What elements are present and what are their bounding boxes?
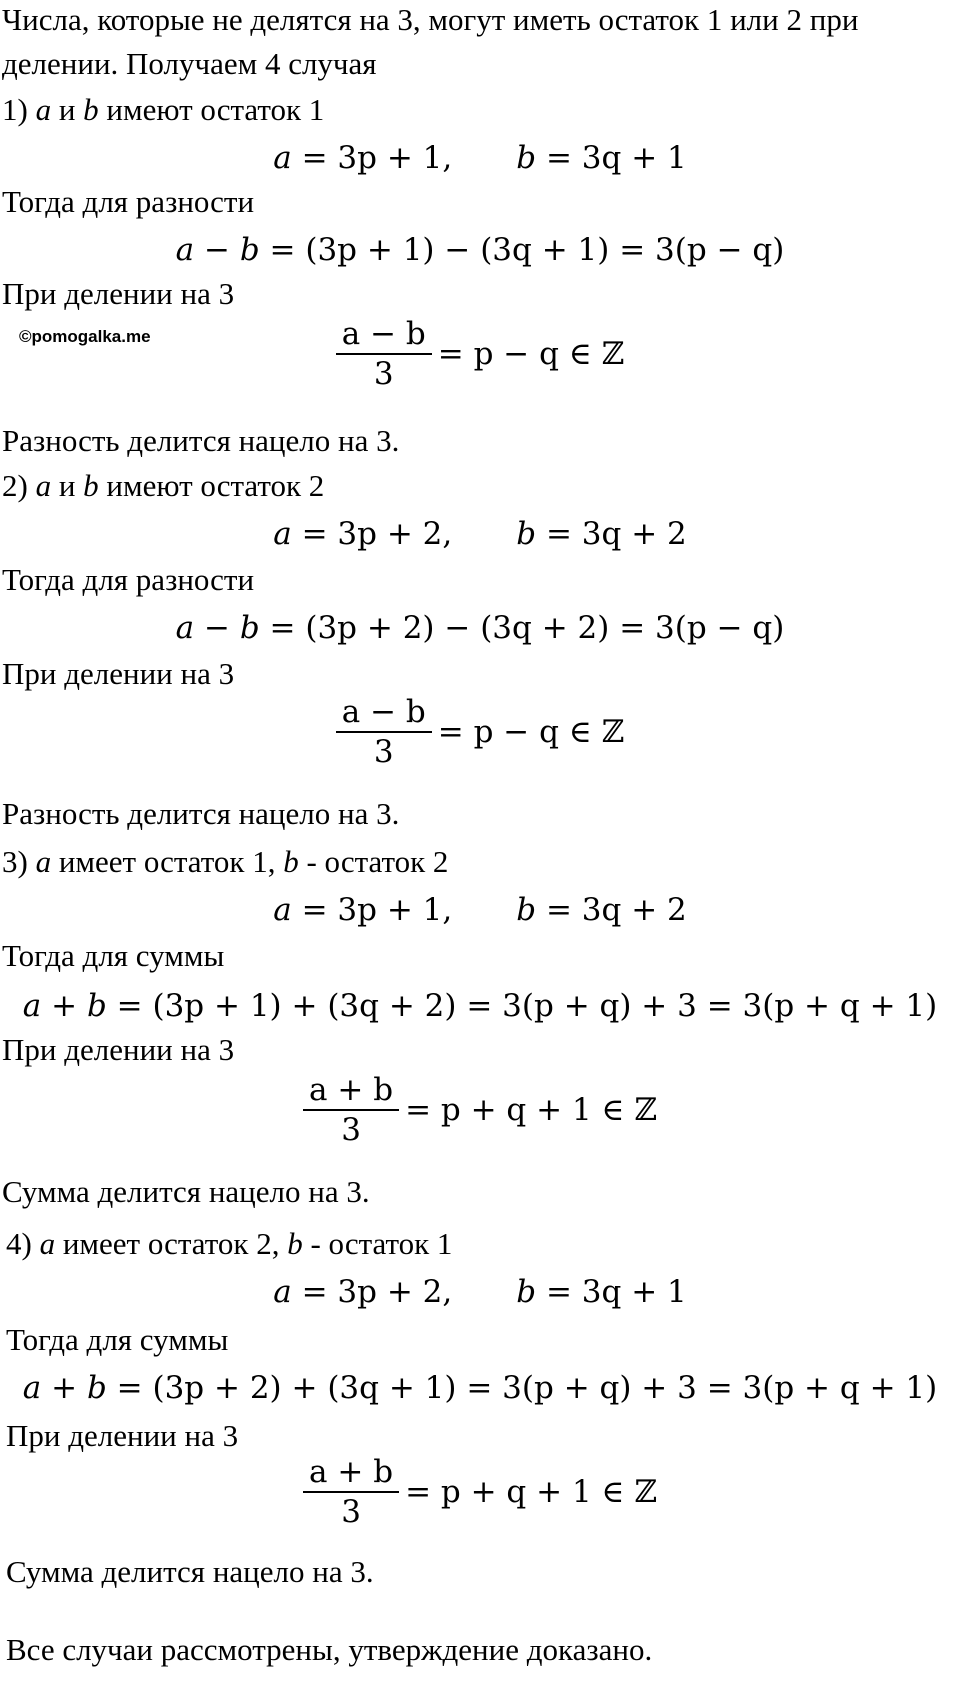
case1-number: 1) <box>2 92 28 127</box>
case2-number: 2) <box>2 468 28 503</box>
final-statement: Все случаи рассмотрены, утверждение доказано. <box>6 1632 653 1667</box>
case3-heading: 3) a имеет остаток 1, b - остаток 2 <box>2 844 449 879</box>
case1-heading: 1) a и b имеют остаток 1 <box>2 92 325 127</box>
case2-then: Тогда для разности <box>2 562 255 597</box>
case1-conclusion: Разность делится нацело на 3. <box>2 423 400 458</box>
intro-line-2: делении. Получаем 4 случая <box>2 46 377 81</box>
case3-conclusion: Сумма делится нацело на 3. <box>2 1174 370 1209</box>
case2-heading: 2) a и b имеют остаток 2 <box>2 468 325 503</box>
case3-fraction: $\frac{a + b}{3}$ = p + q + 1 ∈ ℤ <box>0 1072 960 1147</box>
case3-number: 3) <box>2 844 28 879</box>
case2-conclusion: Разность делится нацело на 3. <box>2 796 400 831</box>
case1-equations: a = 3p + 1, b = 3q + 1 <box>273 140 687 176</box>
intro-line-1: Числа, которые не делятся на 3, могут иметь остаток 1 или 2 при <box>2 2 859 37</box>
case2-division: При делении на 3 <box>2 656 235 691</box>
watermark-logo: ©pomogalka.me <box>19 327 151 346</box>
case1-expression: a − b = (3p + 1) − (3q + 1) = 3(p − q) <box>175 232 785 268</box>
case1-division: При делении на 3 <box>2 276 235 311</box>
case4-fraction: $\frac{a + b}{3}$ = p + q + 1 ∈ ℤ <box>0 1454 960 1529</box>
case4-equations: a = 3p + 2, b = 3q + 1 <box>273 1274 687 1310</box>
case2-expression: a − b = (3p + 2) − (3q + 2) = 3(p − q) <box>175 610 785 646</box>
case4-division: При делении на 3 <box>6 1418 239 1453</box>
case1-fraction: $\frac{a - b}{3}$ = p − q ∈ ℤ <box>0 316 960 391</box>
case1-condition: имеют остаток 1 <box>106 92 325 127</box>
case2-equations: a = 3p + 2, b = 3q + 2 <box>273 516 687 552</box>
case3-expression: a + b = (3p + 1) + (3q + 2) = 3(p + q) + 3 = 3(p + q + 1) <box>22 988 938 1024</box>
case4-heading: 4) a имеет остаток 2, b - остаток 1 <box>6 1226 453 1261</box>
case4-number: 4) <box>6 1226 32 1261</box>
case4-expression: a + b = (3p + 2) + (3q + 1) = 3(p + q) + 3 = 3(p + q + 1) <box>22 1370 938 1406</box>
case3-equations: a = 3p + 1, b = 3q + 2 <box>273 892 687 928</box>
case1-then: Тогда для разности <box>2 184 255 219</box>
case2-fraction: $\frac{a - b}{3}$ = p − q ∈ ℤ <box>0 694 960 769</box>
case4-then: Тогда для суммы <box>6 1322 229 1357</box>
case2-condition: имеют остаток 2 <box>106 468 325 503</box>
case4-conclusion: Сумма делится нацело на 3. <box>6 1554 374 1589</box>
case3-division: При делении на 3 <box>2 1032 235 1067</box>
case3-then: Тогда для суммы <box>2 938 225 973</box>
